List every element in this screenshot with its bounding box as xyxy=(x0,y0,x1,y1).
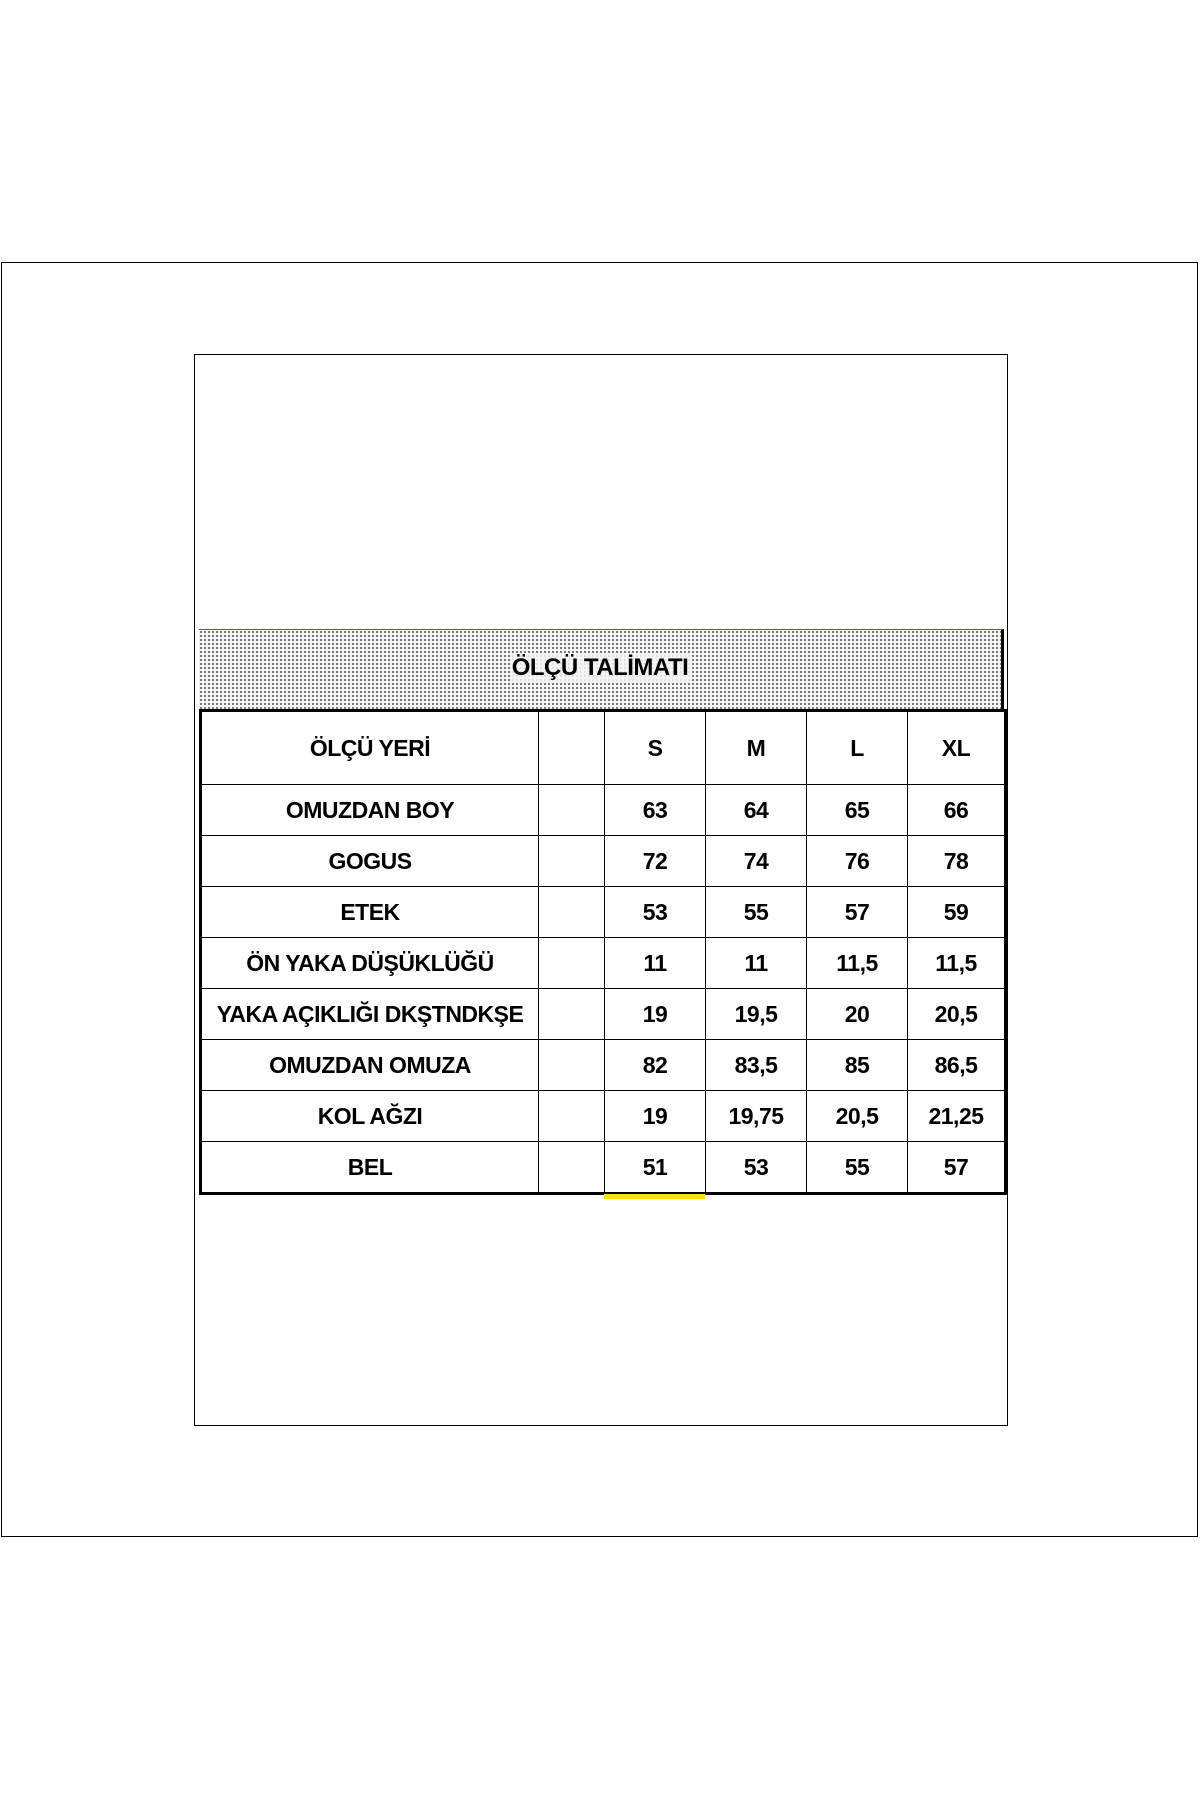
blank-cell xyxy=(539,836,605,887)
header-size-l: L xyxy=(807,711,908,785)
table-row xyxy=(201,1091,1006,1142)
value-cell: 63 xyxy=(605,785,706,836)
value-cell: 57 xyxy=(807,887,908,938)
value-cell: 19 xyxy=(605,1091,706,1142)
row-label: ETEK xyxy=(201,887,539,938)
header-row xyxy=(201,711,1006,785)
value-cell: 20,5 xyxy=(807,1091,908,1142)
header-blank xyxy=(539,711,605,785)
table-title: ÖLÇÜ TALİMATI xyxy=(511,654,689,681)
header-size-s: S xyxy=(605,711,706,785)
row-label: KOL AĞZI xyxy=(201,1091,539,1142)
value-cell: 19 xyxy=(605,989,706,1040)
value-cell: 66 xyxy=(908,785,1006,836)
value-cell: 21,25 xyxy=(908,1091,1006,1142)
title-band xyxy=(199,629,1004,709)
value-cell: 11 xyxy=(706,938,807,989)
blank-cell xyxy=(539,1040,605,1091)
value-cell: 20,5 xyxy=(908,989,1006,1040)
table-row xyxy=(201,887,1006,938)
value-cell: 76 xyxy=(807,836,908,887)
value-cell: 55 xyxy=(807,1142,908,1194)
size-chart-table xyxy=(199,709,1007,1195)
value-cell: 57 xyxy=(908,1142,1006,1194)
value-cell: 59 xyxy=(908,887,1006,938)
header-measurement-place: ÖLÇÜ YERİ xyxy=(201,711,539,785)
header-size-m: M xyxy=(706,711,807,785)
value-cell: 11,5 xyxy=(807,938,908,989)
selection-highlight xyxy=(604,1194,705,1199)
value-cell: 11 xyxy=(605,938,706,989)
header-size-xl: XL xyxy=(908,711,1006,785)
value-cell: 53 xyxy=(605,887,706,938)
row-label: ÖN YAKA DÜŞÜKLÜĞÜ xyxy=(201,938,539,989)
value-cell: 83,5 xyxy=(706,1040,807,1091)
value-cell: 82 xyxy=(605,1040,706,1091)
row-label: OMUZDAN OMUZA xyxy=(201,1040,539,1091)
value-cell: 11,5 xyxy=(908,938,1006,989)
value-cell: 85 xyxy=(807,1040,908,1091)
value-cell: 64 xyxy=(706,785,807,836)
value-cell: 78 xyxy=(908,836,1006,887)
blank-cell xyxy=(539,785,605,836)
table-row xyxy=(201,836,1006,887)
value-cell: 55 xyxy=(706,887,807,938)
value-cell: 51 xyxy=(605,1142,706,1194)
value-cell: 65 xyxy=(807,785,908,836)
table-row xyxy=(201,989,1006,1040)
blank-cell xyxy=(539,989,605,1040)
blank-cell xyxy=(539,1142,605,1194)
row-label: OMUZDAN BOY xyxy=(201,785,539,836)
value-cell: 19,75 xyxy=(706,1091,807,1142)
row-label: BEL xyxy=(201,1142,539,1194)
value-cell: 20 xyxy=(807,989,908,1040)
value-cell: 19,5 xyxy=(706,989,807,1040)
blank-cell xyxy=(539,1091,605,1142)
blank-cell xyxy=(539,887,605,938)
value-cell: 86,5 xyxy=(908,1040,1006,1091)
value-cell: 74 xyxy=(706,836,807,887)
table-row xyxy=(201,1040,1006,1091)
table-row xyxy=(201,938,1006,989)
blank-cell xyxy=(539,938,605,989)
table-row xyxy=(201,785,1006,836)
value-cell: 53 xyxy=(706,1142,807,1194)
value-cell: 72 xyxy=(605,836,706,887)
row-label: YAKA AÇIKLIĞI DKŞTNDKŞE xyxy=(201,989,539,1040)
row-label: GOGUS xyxy=(201,836,539,887)
table-row xyxy=(201,1142,1006,1194)
